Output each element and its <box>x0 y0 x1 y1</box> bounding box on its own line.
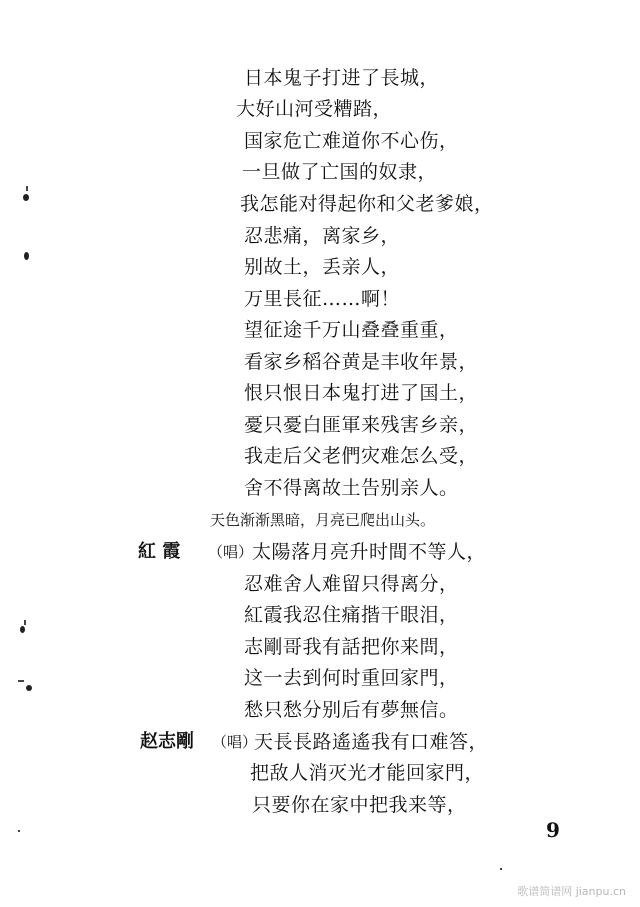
watermark: 歌谱简谱网 jianpu.cn <box>517 885 626 898</box>
verse-line: 只要你在家中把我来等， <box>252 794 467 816</box>
scan-speck <box>24 620 26 625</box>
verse-line: 天長長路遙遙我有口难答， <box>254 731 489 753</box>
speaker-hongxia: 紅 霞 <box>138 541 181 562</box>
verse-line: 一旦做了亡国的奴隶， <box>242 161 438 183</box>
verse-line: 我走后父老們灾难怎么受， <box>244 445 479 467</box>
verse-line: 忍难舍人难留只得离分， <box>244 573 459 595</box>
sing-cue: （唱） <box>208 543 254 561</box>
verse-line: 舍不得离故土告别亲人。 <box>244 477 459 499</box>
verse-line: 别故土，丢亲人， <box>244 256 401 278</box>
verse-line: 国家危亡难道你不心伤， <box>244 130 459 152</box>
verse-line: 万里長征……啊！ <box>244 288 401 310</box>
stage-direction: 天色渐渐黑暗，月亮已爬出山头。 <box>210 511 436 529</box>
scan-speck <box>20 626 25 633</box>
page-number: 9 <box>546 818 560 842</box>
scan-speck <box>18 830 20 832</box>
verse-line: 望征途千万山叠叠重重， <box>244 319 459 341</box>
scan-speck <box>23 194 29 201</box>
verse-line: 太陽落月亮升时間不等人， <box>252 541 487 563</box>
scan-speck <box>26 186 28 191</box>
verse-line: 志剛哥我有話把你来問， <box>244 636 459 658</box>
speaker-zhaozhigang: 赵志剛 <box>140 731 194 752</box>
verse-line: 看家乡稻谷黄是丰收年景， <box>244 351 479 373</box>
verse-line: 紅霞我忍住痛揩干眼泪， <box>244 604 459 626</box>
scan-speck <box>500 868 502 870</box>
verse-line: 大好山河受糟踏， <box>236 98 393 120</box>
verse-line: 把敌人消灭光才能回家門， <box>250 762 485 784</box>
scan-speck <box>18 680 24 682</box>
sing-cue: （唱） <box>212 733 258 751</box>
verse-line: 憂只憂白匪軍来残害乡亲， <box>244 414 479 436</box>
verse-line: 我怎能对得起你和父老爹娘， <box>240 193 494 215</box>
verse-line: 这一去到何时重回家門， <box>244 667 459 689</box>
verse-line: 日本鬼子打进了長城， <box>244 67 440 89</box>
verse-line: 愁只愁分别后有夢無信。 <box>244 699 459 721</box>
scan-speck <box>26 685 32 691</box>
scan-speck <box>24 252 29 260</box>
verse-line: 恨只恨日本鬼打进了国土， <box>244 382 479 404</box>
verse-line: 忍悲痛，离家乡， <box>244 225 401 247</box>
